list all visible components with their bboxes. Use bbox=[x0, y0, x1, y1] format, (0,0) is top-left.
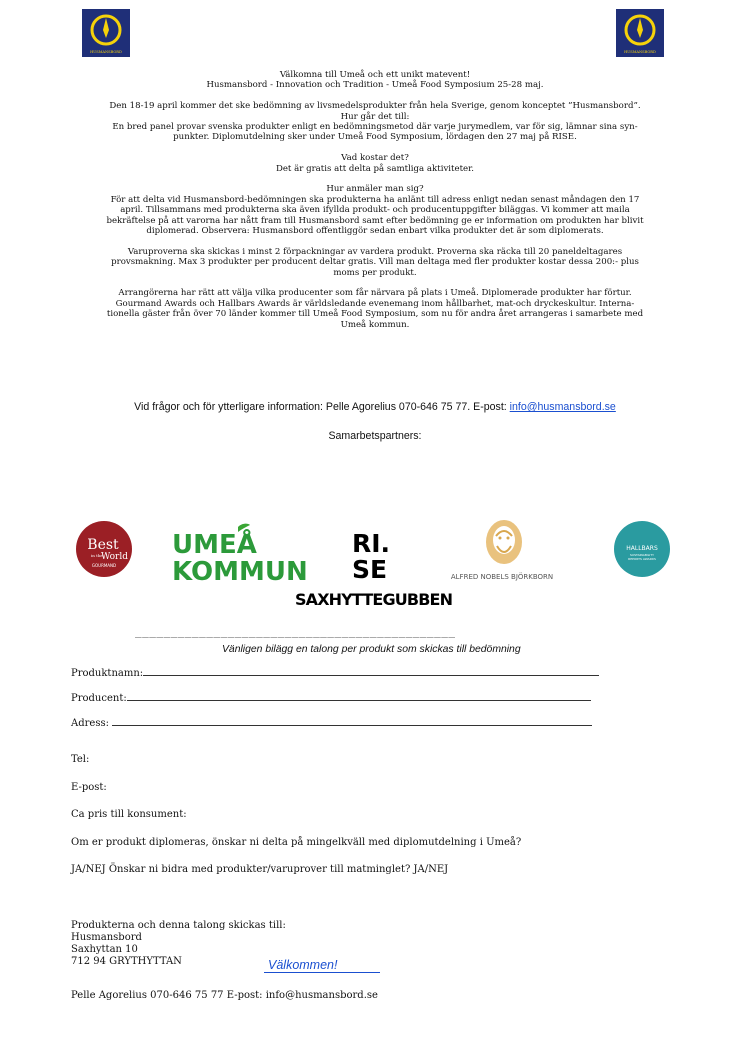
contact-email-link[interactable]: info@husmansbord.se bbox=[509, 401, 616, 413]
clock-icon bbox=[616, 9, 664, 57]
gourmand-best-in-the-world-logo bbox=[75, 520, 133, 582]
clock-icon bbox=[82, 9, 130, 57]
svg-text:SAXHYTTEGUBBEN: SAXHYTTEGUBBEN bbox=[295, 590, 453, 609]
producent-label: Producent: bbox=[71, 693, 127, 704]
field-producent[interactable] bbox=[71, 691, 591, 704]
address-name: Husmansbord bbox=[71, 932, 142, 943]
field-adress[interactable] bbox=[71, 716, 592, 729]
hallbars-awards-logo bbox=[613, 520, 671, 582]
form-instruction: Vänligen bilägg en talong per produkt som skickas till bedömning bbox=[222, 644, 521, 655]
svg-text:ALFRED NOBELS BJÖRKBORN: ALFRED NOBELS BJÖRKBORN bbox=[450, 573, 554, 581]
svg-text:UMEÅ: UMEÅ bbox=[172, 530, 257, 560]
svg-text:SE: SE bbox=[352, 555, 388, 582]
field-produktnamn[interactable] bbox=[71, 666, 599, 679]
intro-registration: Hur anmäler man sig? För att delta vid Husmansbord-bedömningen ska produkterna ha anlänt till adress enligt nedan senast måndagen den 17 april. Tillsammans med produkterna ska även ifyllda produkt- och producentuppgifter biläggas. Vi kommer att maila bekräftelse på att varorna har nått fram till Husmansbord samt efter bedömning ge er information om produkten har blivit diplomerad. Observera: Husmansbord offentliggör sedan enbart vilka produkter det är som diplomerats. bbox=[106, 184, 644, 237]
producent-input-line[interactable] bbox=[127, 691, 591, 701]
cut-line: _____________________________________________ bbox=[135, 625, 456, 638]
footer-contact: Pelle Agorelius 070-646 75 77 E-post: info@husmansbord.se bbox=[71, 990, 378, 1001]
field-pris[interactable]: Ca pris till konsument: bbox=[71, 809, 187, 820]
logo-right-text: HUSMANSBORD bbox=[624, 50, 656, 54]
intro-text bbox=[70, 70, 680, 340]
nobel-portrait-icon bbox=[486, 520, 522, 564]
svg-text:World: World bbox=[101, 552, 128, 562]
husmansbord-logo-left bbox=[82, 9, 130, 57]
husmansbord-logo-right bbox=[616, 9, 664, 57]
umea-kommun-logo bbox=[172, 523, 312, 587]
best-text: Best bbox=[87, 537, 119, 553]
intro-samples: Varuproverna ska skickas i minst 2 förpackningar av vardera produkt. Proverna ska räcka till 20 paneldeltagares provsmakning. Max 3 produkter per producent deltar gratis. Vill man deltaga med fler produkter kostar dessa 200:- plus moms per produkt. bbox=[111, 246, 639, 278]
alfred-nobels-bjorkborn-logo bbox=[442, 518, 562, 588]
svg-text:in the: in the bbox=[91, 553, 103, 558]
intro-welcome: Välkomna till Umeå och ett unikt matevent! Husmansbord - Innovation och Tradition - Umeå Food Symposium 25-28 maj. bbox=[206, 70, 544, 91]
adress-input-line[interactable] bbox=[112, 716, 592, 726]
question-contribute: JA/NEJ Önskar ni bidra med produkter/varuprover till matminglet? JA/NEJ bbox=[71, 864, 449, 875]
svg-text:KOMMUN: KOMMUN bbox=[172, 557, 308, 583]
field-tel[interactable]: Tel: bbox=[71, 754, 90, 765]
svg-text:RI.: RI. bbox=[352, 529, 391, 558]
address-intro: Produkterna och denna talong skickas till: bbox=[71, 920, 286, 931]
adress-label: Adress: bbox=[71, 718, 109, 729]
saxhyttegubben-logo bbox=[295, 588, 455, 614]
rise-logo bbox=[352, 528, 398, 586]
welcome-text: Välkommen! bbox=[264, 958, 380, 973]
svg-text:REPORTS AWARDS: REPORTS AWARDS bbox=[628, 557, 656, 561]
address-postal: 712 94 GRYTHYTTAN bbox=[71, 956, 182, 967]
field-epost[interactable]: E-post: bbox=[71, 782, 107, 793]
svg-text:SUSTAINABILITY: SUSTAINABILITY bbox=[629, 553, 655, 557]
question-mingle: Om er produkt diplomeras, önskar ni delta på mingelkväll med diplomutdelning i Umeå? bbox=[71, 837, 522, 848]
partners-title: Samarbetspartners: bbox=[328, 430, 422, 442]
contact-line bbox=[70, 401, 680, 413]
svg-text:GOURMAND: GOURMAND bbox=[91, 563, 117, 568]
intro-organizers: Arrangörerna har rätt att välja vilka producenter som får närvara på plats i Umeå. Diplomerade produkter har förtur. Gourmand Awards och Hallbars Awards är världsledande evenemang inom hållbarhet, mat-och dryckeskultur. Interna- tionella gäster från över 70 länder kommer till Umeå Food Symposium, som nu för andra året arrangeras i samarbete med Umeå kommun. bbox=[106, 288, 644, 330]
intro-cost: Vad kostar det? Det är gratis att delta på samtliga aktiviteter. bbox=[275, 153, 475, 174]
svg-text:HALLBARS: HALLBARS bbox=[626, 545, 658, 552]
intro-assessment: Den 18-19 april kommer det ske bedömning av livsmedelsprodukter från hela Sverige, genom konceptet ”Husmansbord”. Hur går det till: En bred panel provar svenska produkter enligt en bedömningsmetod där varje jurymedlem, var för sig, lämnar sina syn- punkter. Diplomutdelning sker under Umeå Food Symposium, lördagen den 27 maj på RISE. bbox=[109, 101, 641, 143]
produktnamn-label: Produktnamn: bbox=[71, 668, 144, 679]
logo-left-text: HUSMANSBORD bbox=[90, 50, 122, 54]
address-street: Saxhyttan 10 bbox=[71, 944, 138, 955]
mailing-address bbox=[71, 920, 286, 968]
produktnamn-input-line[interactable] bbox=[143, 666, 599, 676]
contact-text: Vid frågor och för ytterligare information: Pelle Agorelius 070-646 75 77. E-post: bbox=[134, 401, 510, 413]
